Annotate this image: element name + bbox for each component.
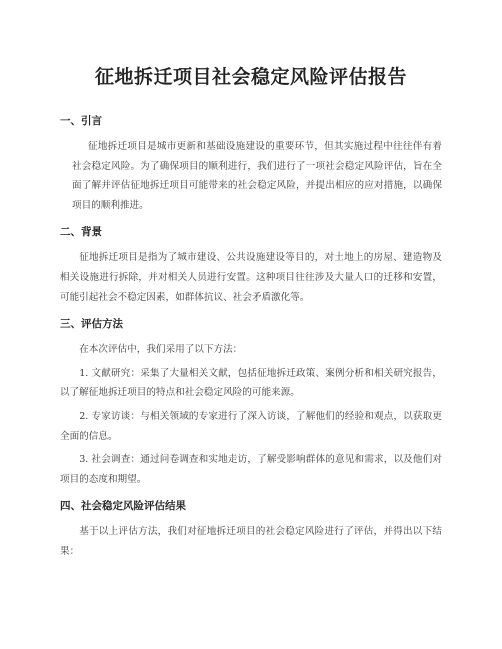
methods-item-interviews: 2. 专家访谈：与相关领域的专家进行了深入访谈，了解他们的经验和观点，以获取更全面的信息。 [60, 410, 442, 442]
section-heading-background: 二、背景 [60, 226, 102, 239]
results-intro-paragraph: 基于以上评估方法，我们对征地拆迁项目的社会稳定风险进行了评估，并得出以下结果： [60, 526, 442, 557]
background-paragraph: 征地拆迁项目是指为了城市建设、公共设施建设等目的，对土地上的房屋、建造物及相关设施进行拆除，并对相关人员进行安置。这种项目往往涉及大量人口的迁移和安置，可能引起社会不稳定因素，如群体抗议、社会矛盾激化等。 [60, 252, 442, 303]
section-heading-methods: 三、评估方法 [60, 318, 123, 331]
document-title: 征地拆迁项目社会稳定风险评估报告 [94, 66, 407, 88]
section-heading-results: 四、社会稳定风险评估结果 [60, 500, 186, 513]
section-heading-introduction: 一、引言 [60, 115, 102, 127]
introduction-paragraph: 征地拆迁项目是城市更新和基础设施建设的重要环节，但其实施过程中往往伴有着社会稳定风险。为了确保项目的顺利进行，我们进行了一项社会稳定风险评估，旨在全面了解并评估征地拆迁项目可能带来的社会稳定风险，并提出相应的应对措施，以确保项目的顺利推进。 [72, 141, 442, 211]
methods-item-literature: 1. 文献研究：采集了大量相关文献，包括征地拆迁政策、案例分析和相关研究报告，以了解征地拆迁项目的特点和社会稳定风险的可能来源。 [60, 367, 442, 399]
methods-item-survey: 3. 社会调查：通过问卷调查和实地走访，了解受影响群体的意见和需求，以及他们对项目的态度和期望。 [60, 454, 442, 485]
methods-intro-paragraph: 在本次评估中，我们采用了以下方法： [79, 344, 243, 356]
